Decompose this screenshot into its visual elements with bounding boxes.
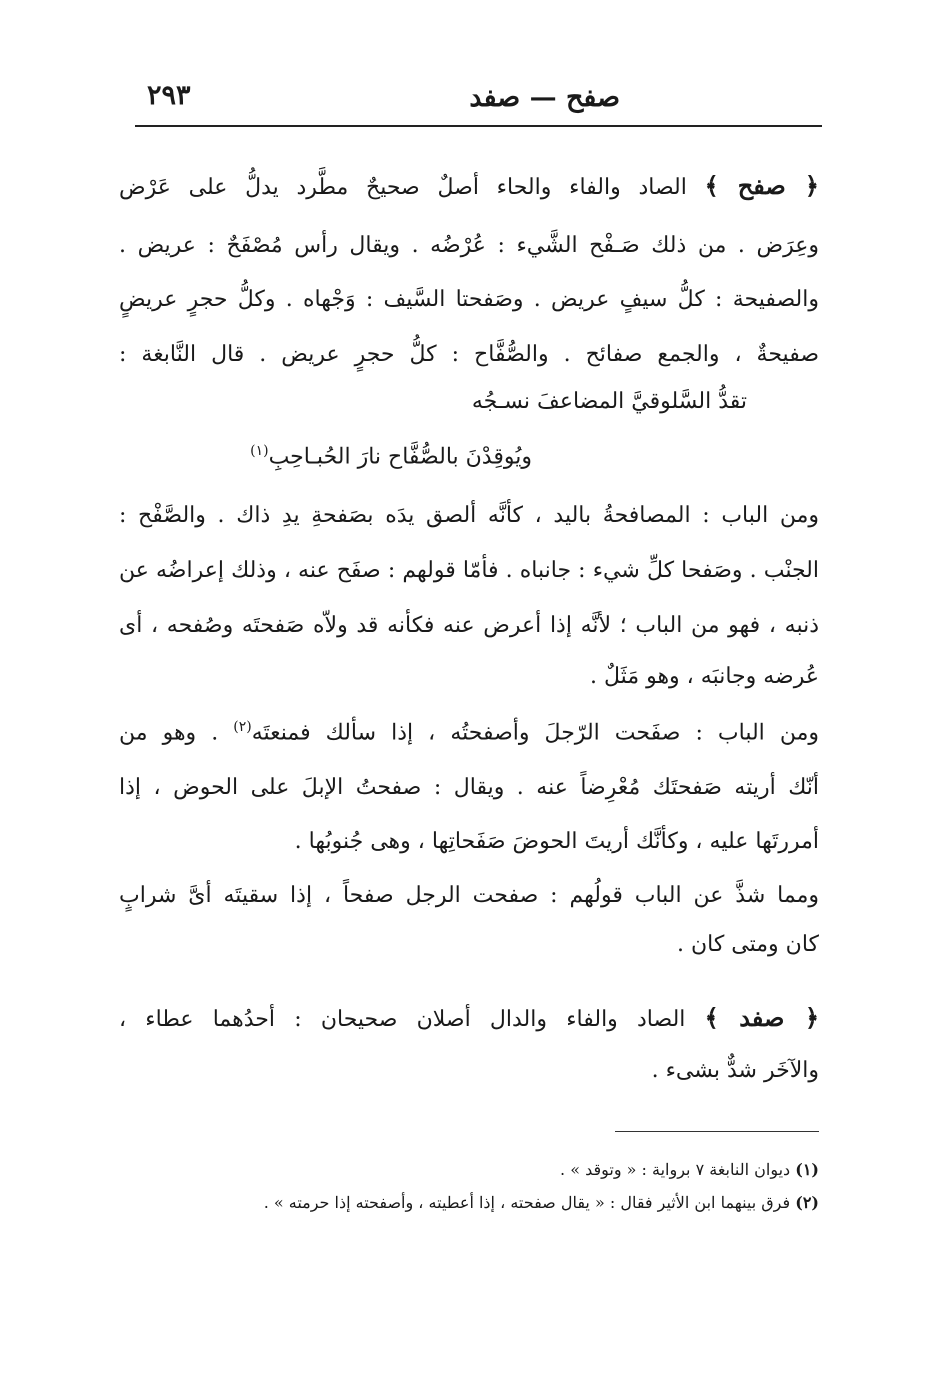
footnote-1 <box>560 1160 819 1179</box>
text-line <box>119 172 819 201</box>
footnote-ref-1: (١) <box>250 443 269 459</box>
text-line: كان ومتى كان . <box>676 932 819 957</box>
text-line: أنّك أريته صَفحتَك مُعْرِضاً عنه . ويقال : صفحتُ الإبلَ على الحوض ، إذا <box>119 775 819 800</box>
poem-hemistich-1: تقدُّ السَّلوقيَّ المضاعفَ نسـجُه <box>471 389 747 414</box>
text-segment: الصاد والفاء والدال أصلان صحيحان : أحدُهما عطاء ، <box>119 1007 705 1032</box>
text-line <box>119 1004 819 1033</box>
text-segment: . وهو من <box>119 720 234 746</box>
footnote-text: ديوان النابغة ٧ برواية : « وتوقد » . <box>560 1160 796 1179</box>
root-heading-safad: ﴿ صفد ﴾ <box>704 1003 820 1032</box>
text-line: صفيحةٌ ، والجمع صفائح . والصُّفَّاح : كلُّ حجرٍ عريض . قال النَّابغة : <box>119 342 819 367</box>
root-heading-safh: ﴿ صفح ﴾ <box>704 171 819 200</box>
text-line: أمررتَها عليه ، وكأنَّك أريتَ الحوضَ صَفَحاتِها ، وهى جُنوبُها . <box>294 829 819 854</box>
text-line: الجنْب . وصَفحا كلِّ شيء : جانباه . فأمّا قولهم : صفَح عنه ، وذلك إعراضُه عن <box>119 558 819 583</box>
text-line: عُرضه وجانبَه ، وهو مَثَلٌ . <box>590 664 819 689</box>
footnote-marker: (١) <box>795 1160 819 1179</box>
text-line: ومما شذَّ عن الباب قولُهم : صفحت الرجل صفحاً ، إذا سقيتَه أىَّ شرابٍ <box>119 883 819 908</box>
footnote-marker: (٢) <box>795 1193 819 1212</box>
text-line: والآخَر شدٌّ بشىء . <box>651 1058 819 1083</box>
page-number: ٢٩٣ <box>147 80 191 111</box>
poem-hemistich-2 <box>250 443 532 471</box>
footnote-2 <box>264 1193 819 1212</box>
footnote-text: فرق بينهما ابن الأثير فقال : « يقال صفحته ، إذا أعطيته ، وأصفحته إذا حرمته » . <box>263 1193 796 1212</box>
header-rule <box>135 125 822 127</box>
text-line <box>119 719 819 747</box>
footnote-ref-2: (٢) <box>233 719 252 735</box>
text-segment: الصاد والفاء والحاء أصلٌ صحيحٌ مطَّرد يدلُّ على عَرْض <box>119 175 705 200</box>
running-header <box>135 78 820 122</box>
text-line: ومن الباب : المصافحةُ باليد ، كأنَّه ألصق يدَه بصَفحةِ يدِ ذاك . والصَّفْح : <box>119 503 819 528</box>
text-line: ذنبه ، فهو من الباب ؛ لأنَّه إذا أعرض عنه فكأنه قد ولاّه صَفحتَه وصُفحه ، أى <box>119 613 819 638</box>
text-segment: ومن الباب : صفَحت الرّجلَ وأصفحتُه ، إذا سألك فمنعتَه <box>251 720 819 746</box>
text-line: والصفيحة : كلُّ سيفٍ عريض . وصَفحتا السَّيف : وَجْهاه . وكلُّ حجرٍ عريضٍ <box>119 287 819 312</box>
poem-text: ويُوقِدْنَ بالصُّفَّاح نارَ الحُبـاحِبِ <box>268 444 532 470</box>
page-header-title: صفح — صفد <box>469 82 620 113</box>
text-line: وعِرَض . من ذلك صَـفْح الشَّيء : عُرْضُه . ويقال رأس مُصْفَحٌ : عريض . <box>119 233 819 258</box>
footnote-rule <box>615 1131 819 1132</box>
